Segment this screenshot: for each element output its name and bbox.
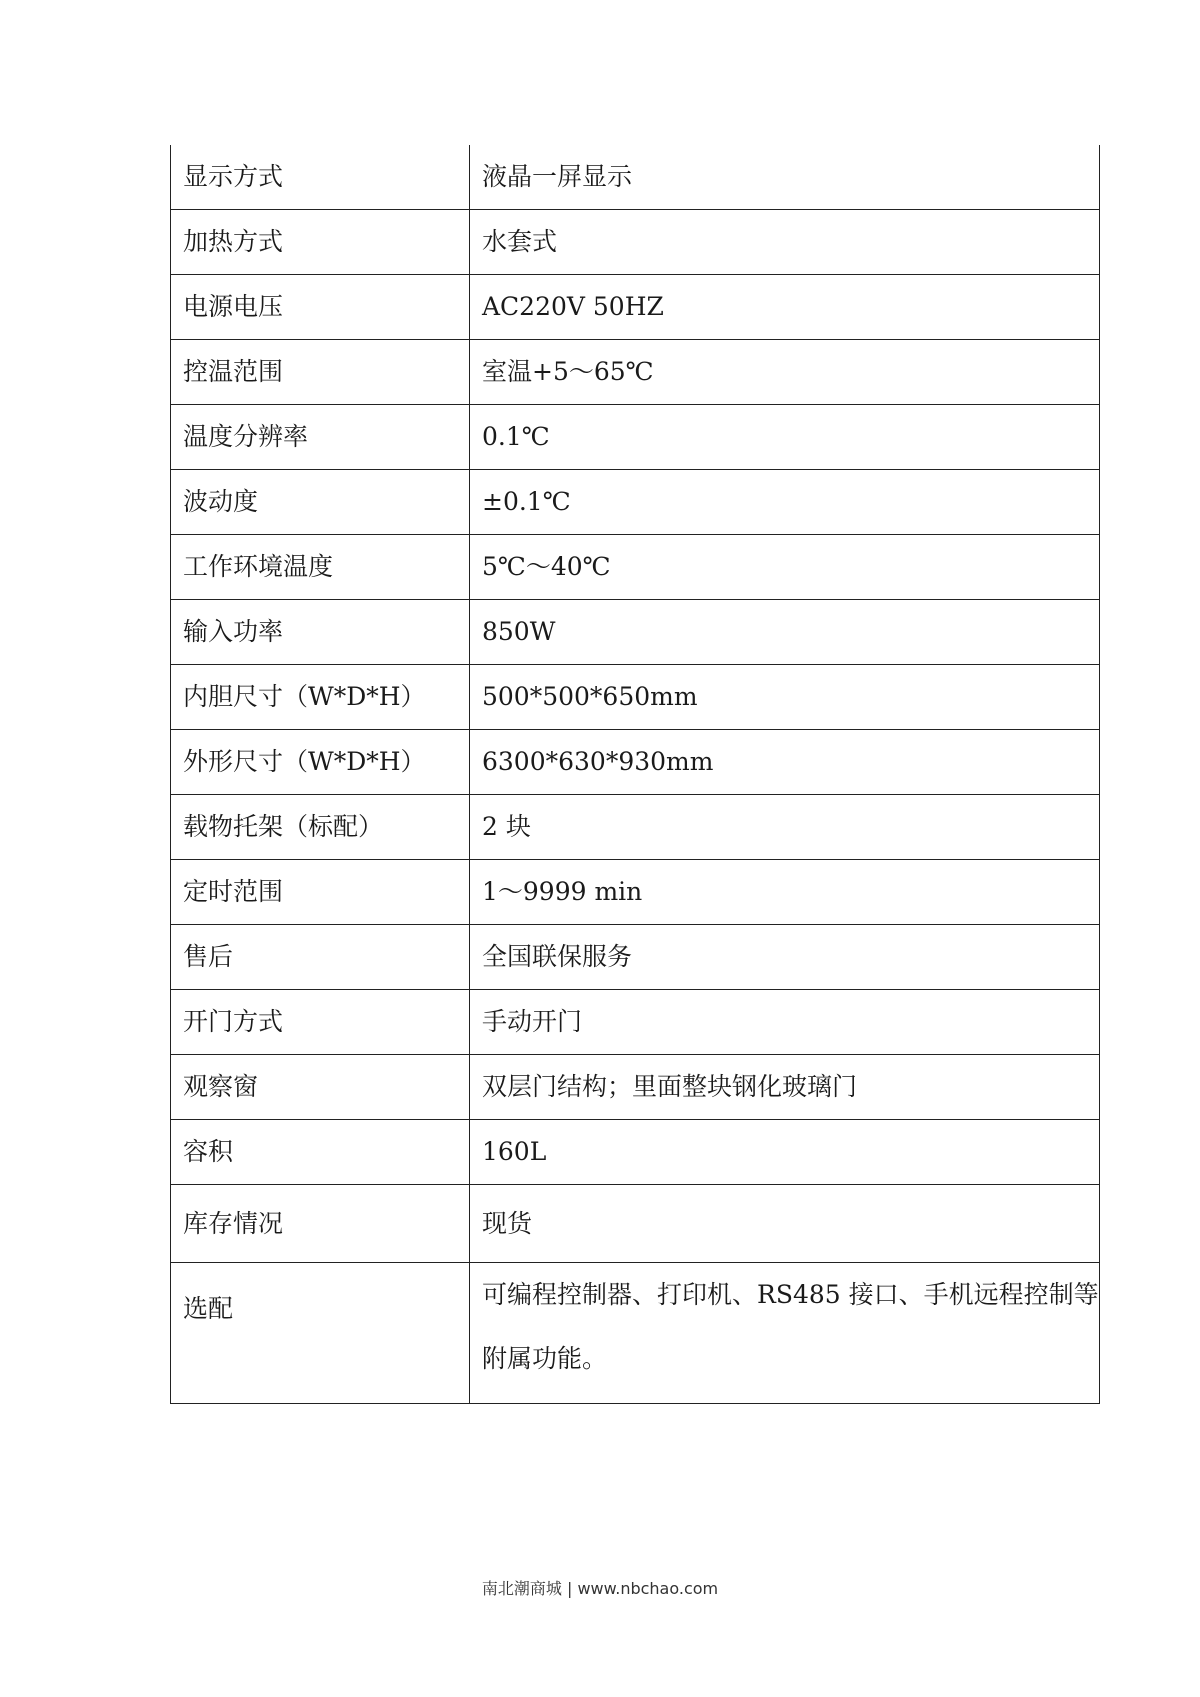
spec-value: 双层门结构；里面整块钢化玻璃门: [470, 1055, 1100, 1120]
spec-value: 室温+5～65℃: [470, 340, 1100, 405]
spec-value: 全国联保服务: [470, 925, 1100, 990]
spec-label: 内胆尺寸（W*D*H）: [171, 665, 470, 730]
table-row: [171, 990, 1100, 1055]
table-row: [171, 925, 1100, 990]
spec-label: 容积: [171, 1120, 470, 1185]
spec-value: ±0.1℃: [470, 470, 1100, 535]
table-row: [171, 600, 1100, 665]
spec-label: 控温范围: [171, 340, 470, 405]
spec-label: 售后: [171, 925, 470, 990]
spec-value: 0.1℃: [470, 405, 1100, 470]
table-row: [171, 275, 1100, 340]
spec-label: 温度分辨率: [171, 405, 470, 470]
table-row: [171, 405, 1100, 470]
table-row: [171, 535, 1100, 600]
table-row: [171, 1120, 1100, 1185]
spec-value: 可编程控制器、打印机、RS485 接口、手机远程控制等附属功能。: [470, 1263, 1100, 1404]
spec-value: 1～9999 min: [470, 860, 1100, 925]
spec-label: 加热方式: [171, 210, 470, 275]
table-row: [171, 795, 1100, 860]
spec-label: 显示方式: [171, 145, 470, 210]
spec-value: AC220V 50HZ: [470, 275, 1100, 340]
spec-table: [170, 145, 1100, 1404]
table-row: [171, 1263, 1100, 1404]
spec-label: 库存情况: [171, 1185, 470, 1263]
table-row: [171, 340, 1100, 405]
spec-value: 现货: [470, 1185, 1100, 1263]
table-row: [171, 1055, 1100, 1120]
table-row: [171, 1185, 1100, 1263]
table-row: [171, 210, 1100, 275]
spec-value: 水套式: [470, 210, 1100, 275]
table-row: [171, 730, 1100, 795]
spec-value: 6300*630*930mm: [470, 730, 1100, 795]
spec-label: 电源电压: [171, 275, 470, 340]
spec-label: 开门方式: [171, 990, 470, 1055]
spec-label: 观察窗: [171, 1055, 470, 1120]
spec-value: 液晶一屏显示: [470, 145, 1100, 210]
spec-value: 850W: [470, 600, 1100, 665]
spec-value: 手动开门: [470, 990, 1100, 1055]
spec-value: 160L: [470, 1120, 1100, 1185]
spec-value: 500*500*650mm: [470, 665, 1100, 730]
table-row: [171, 665, 1100, 730]
spec-label: 工作环境温度: [171, 535, 470, 600]
table-row: [171, 145, 1100, 210]
spec-label: 外形尺寸（W*D*H）: [171, 730, 470, 795]
spec-value: 5℃～40℃: [470, 535, 1100, 600]
spec-label: 波动度: [171, 470, 470, 535]
spec-label: 载物托架（标配）: [171, 795, 470, 860]
spec-label: 选配: [171, 1263, 470, 1404]
table-row: [171, 470, 1100, 535]
spec-label: 定时范围: [171, 860, 470, 925]
table-row: [171, 860, 1100, 925]
spec-value: 2 块: [470, 795, 1100, 860]
spec-label: 输入功率: [171, 600, 470, 665]
page-footer: 南北潮商城 | www.nbchao.com: [481, 1579, 719, 1598]
